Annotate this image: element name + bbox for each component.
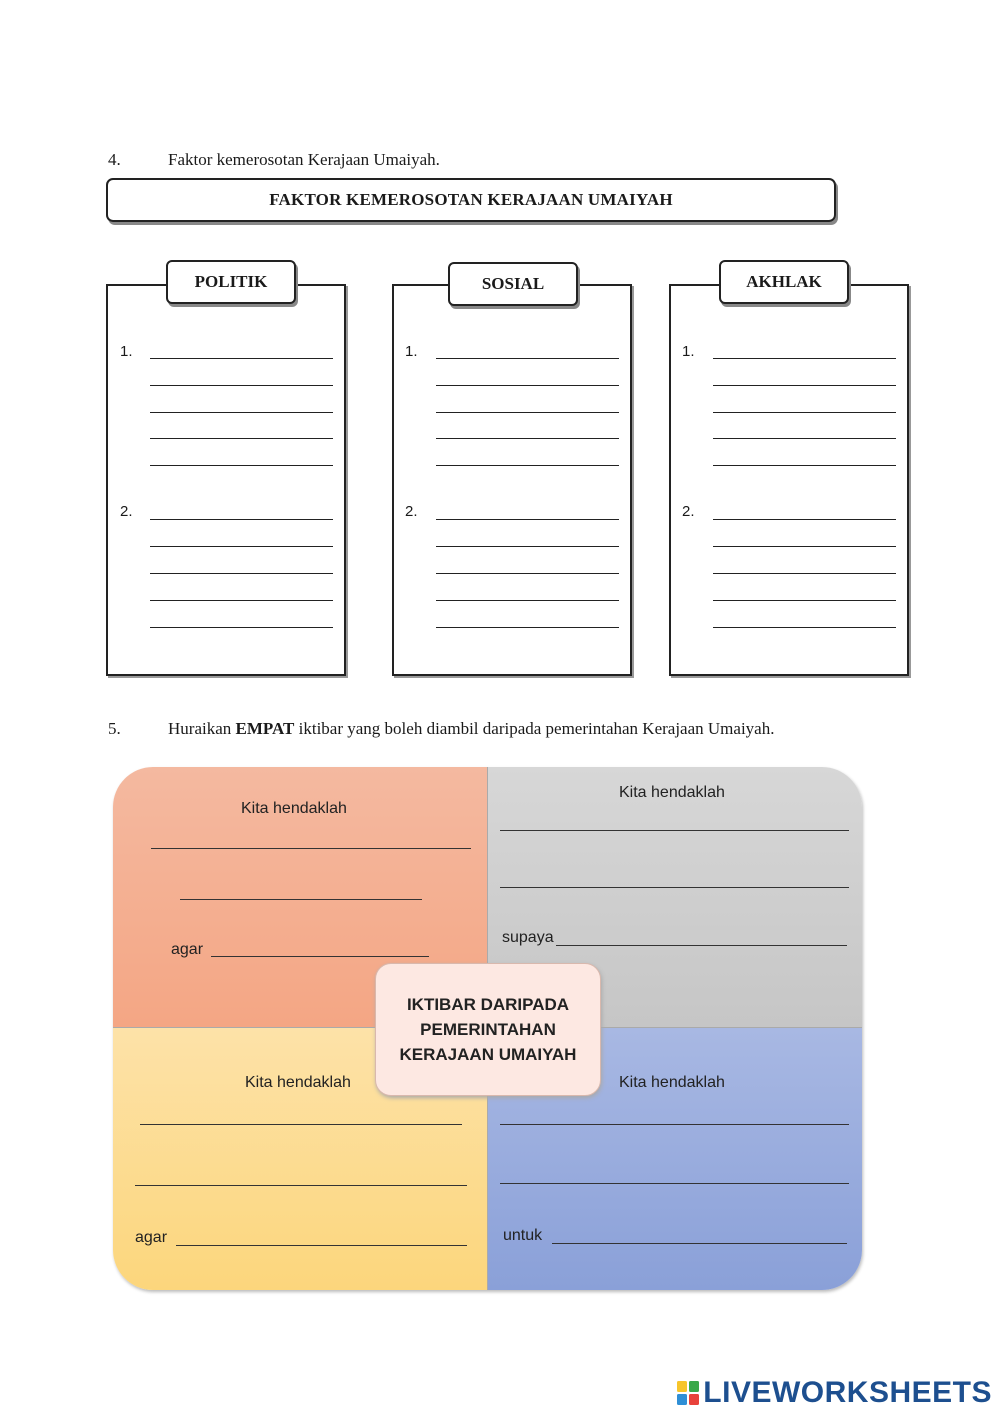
akhlak-item-2-number: 2. xyxy=(682,503,695,520)
sosial-item-2-answer-line[interactable] xyxy=(436,519,619,520)
akhlak-item-2-answer-line[interactable] xyxy=(713,519,896,520)
akhlak-item-1-answer-line[interactable] xyxy=(713,385,896,386)
sosial-box xyxy=(392,284,632,676)
akhlak-item-2-answer-line[interactable] xyxy=(713,573,896,574)
akhlak-item-2-answer-line[interactable] xyxy=(713,600,896,601)
sosial-item-1-answer-line[interactable] xyxy=(436,465,619,466)
akhlak-item-1-answer-line[interactable] xyxy=(713,438,896,439)
politik-item-1-answer-line[interactable] xyxy=(150,358,333,359)
politik-item-2-number: 2. xyxy=(120,503,133,520)
politik-item-1-answer-line[interactable] xyxy=(150,385,333,386)
sosial-item-2-answer-line[interactable] xyxy=(436,546,619,547)
quadrant-top-left-answer-line[interactable] xyxy=(151,848,471,849)
question-5-text xyxy=(168,719,774,739)
quadrant-top-right-answer-line[interactable] xyxy=(500,830,849,831)
quadrant-bottom-right-answer-line[interactable] xyxy=(500,1124,849,1125)
quadrant-top-right-heading: Kita hendaklah xyxy=(619,784,725,801)
quadrant-bottom-left-heading: Kita hendaklah xyxy=(245,1074,351,1091)
factors-banner: FAKTOR KEMEROSOTAN KERAJAAN UMAIYAH xyxy=(106,178,836,222)
quadrant-bottom-left-answer-line[interactable] xyxy=(135,1185,467,1186)
iktibar-center-label xyxy=(375,963,601,1096)
question-5-text-end: iktibar yang boleh diambil daripada pemerintahan Kerajaan Umaiyah. xyxy=(298,719,775,738)
politik-item-2-answer-line[interactable] xyxy=(150,627,333,628)
quadrant-top-left-answer-line[interactable] xyxy=(180,899,422,900)
akhlak-item-1-number: 1. xyxy=(682,343,695,360)
akhlak-box xyxy=(669,284,909,676)
akhlak-title: AKHLAK xyxy=(719,260,849,304)
center-label-line-2: PEMERINTAHAN xyxy=(420,1020,556,1039)
sosial-item-1-answer-line[interactable] xyxy=(436,412,619,413)
question-5-number: 5. xyxy=(108,719,121,738)
quadrant-bottom-right-prompt: untuk xyxy=(503,1227,543,1244)
quadrant-top-right-answer-line[interactable] xyxy=(500,887,849,888)
politik-item-1-number: 1. xyxy=(120,343,133,360)
politik-item-1-answer-line[interactable] xyxy=(150,412,333,413)
quadrant-bottom-right-heading: Kita hendaklah xyxy=(619,1074,725,1091)
politik-item-2-answer-line[interactable] xyxy=(150,600,333,601)
sosial-item-1-answer-line[interactable] xyxy=(436,385,619,386)
quadrant-bottom-left-answer-line[interactable] xyxy=(140,1124,462,1125)
politik-item-2-answer-line[interactable] xyxy=(150,546,333,547)
liveworksheets-logo xyxy=(677,1376,992,1410)
politik-title: POLITIK xyxy=(166,260,296,304)
question-4-number: 4. xyxy=(108,150,121,169)
quadrant-top-left-prompt: agar xyxy=(171,941,204,958)
politik-item-2-answer-line[interactable] xyxy=(150,573,333,574)
center-label-line-1: IKTIBAR DARIPADA xyxy=(406,995,570,1014)
sosial-item-2-answer-line[interactable] xyxy=(436,573,619,574)
politik-item-2-answer-line[interactable] xyxy=(150,519,333,520)
quadrant-bottom-left-prompt-line[interactable] xyxy=(176,1245,467,1246)
sosial-item-1-number: 1. xyxy=(405,343,418,360)
center-label-line-3: KERAJAAN UMAIYAH xyxy=(399,1045,577,1064)
sosial-title: SOSIAL xyxy=(448,262,578,306)
sosial-item-2-answer-line[interactable] xyxy=(436,627,619,628)
politik-item-1-answer-line[interactable] xyxy=(150,465,333,466)
quadrant-top-right-prompt: supaya xyxy=(502,929,554,946)
sosial-item-1-answer-line[interactable] xyxy=(436,438,619,439)
liveworksheets-logo-text: LIVEWORKSHEETS xyxy=(703,1376,992,1409)
sosial-item-2-number: 2. xyxy=(405,503,418,520)
quadrant-bottom-right-answer-line[interactable] xyxy=(500,1183,849,1184)
akhlak-item-1-answer-line[interactable] xyxy=(713,358,896,359)
quadrant-top-left-prompt-line[interactable] xyxy=(211,956,429,957)
quadrant-top-right-prompt-line[interactable] xyxy=(556,945,847,946)
sosial-item-1-answer-line[interactable] xyxy=(436,358,619,359)
question-4-text: Faktor kemerosotan Kerajaan Umaiyah. xyxy=(168,150,440,169)
akhlak-item-2-answer-line[interactable] xyxy=(713,546,896,547)
quadrant-top-left-heading: Kita hendaklah xyxy=(241,800,347,817)
akhlak-item-1-answer-line[interactable] xyxy=(713,412,896,413)
politik-item-1-answer-line[interactable] xyxy=(150,438,333,439)
akhlak-item-2-answer-line[interactable] xyxy=(713,627,896,628)
liveworksheets-logo-icon xyxy=(677,1381,699,1405)
akhlak-item-1-answer-line[interactable] xyxy=(713,465,896,466)
question-5-text-start: Huraikan xyxy=(168,719,232,738)
quadrant-bottom-left-prompt: agar xyxy=(135,1229,168,1246)
quadrant-bottom-right-prompt-line[interactable] xyxy=(552,1243,847,1244)
question-5-emphasis: EMPAT xyxy=(235,719,295,738)
politik-box xyxy=(106,284,346,676)
sosial-item-2-answer-line[interactable] xyxy=(436,600,619,601)
